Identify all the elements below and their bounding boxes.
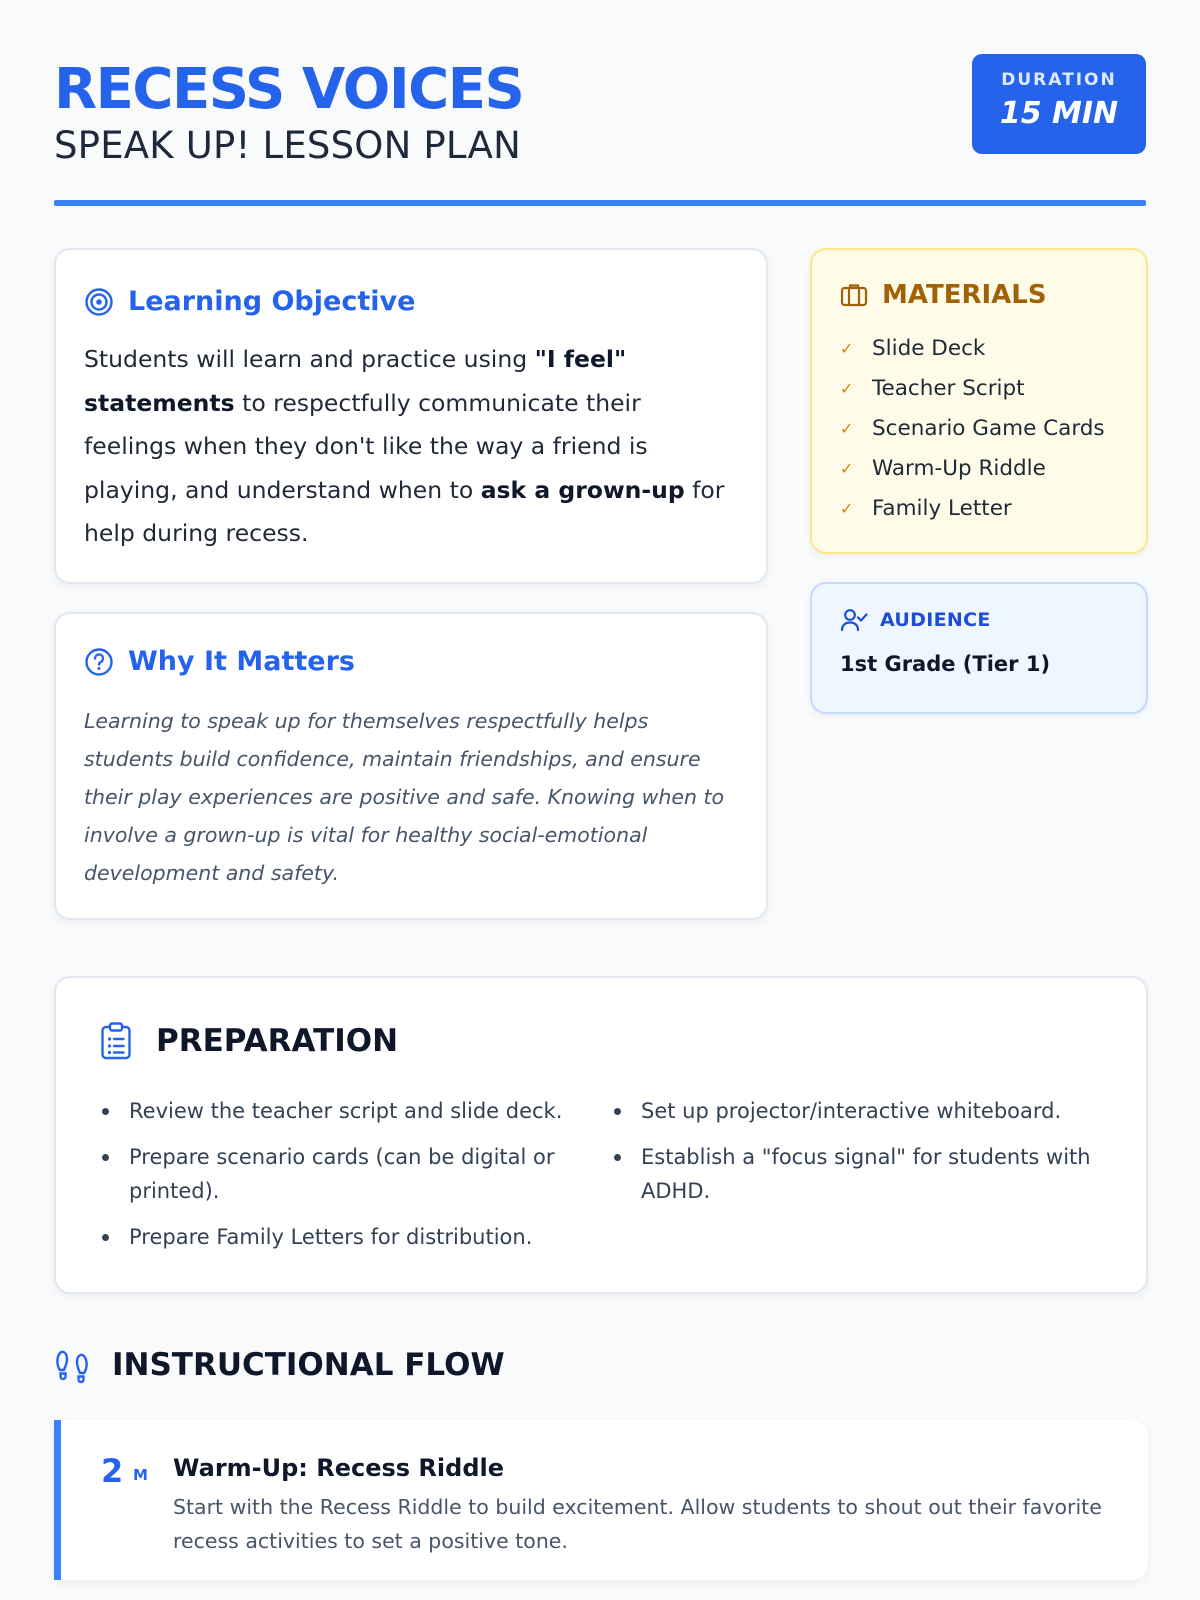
preparation-header — [100, 1022, 398, 1060]
list-item — [840, 448, 1105, 488]
page-subtitle: SPEAK UP! LESSON PLAN — [54, 124, 521, 167]
preparation-columns — [100, 1094, 1116, 1266]
page-title: RECESS VOICES — [54, 57, 524, 122]
objective-text-part: for help during recess. — [84, 475, 725, 547]
user-check-icon — [840, 608, 868, 632]
list-item: Prepare scenario cards (can be digital or printed). — [100, 1140, 612, 1208]
objective-emphasis-grown-up: ask a grown-up — [480, 475, 685, 504]
materials-header — [840, 280, 1047, 310]
clipboard-list-icon — [100, 1022, 132, 1060]
material-label: Teacher Script — [872, 375, 1025, 401]
briefcase-icon — [840, 282, 868, 308]
step-description: Start with the Recess Riddle to build excitement. Allow students to shout out their favorite recess activities to set a positive tone. — [173, 1495, 1102, 1553]
learning-objective-card — [54, 248, 768, 584]
objective-emphasis-i-feel: "I feel" statements — [84, 345, 627, 417]
why-it-matters-title: Why It Matters — [128, 646, 355, 677]
check-icon: ✓ — [840, 458, 854, 478]
materials-list — [840, 328, 1105, 528]
learning-objective-header — [84, 286, 415, 317]
duration-value: 15 MIN — [999, 96, 1119, 131]
question-circle-icon — [84, 647, 114, 677]
list-item — [840, 328, 1105, 368]
materials-title: MATERIALS — [882, 280, 1047, 310]
header — [54, 0, 1146, 210]
audience-title: AUDIENCE — [880, 609, 991, 631]
footprints-icon — [54, 1346, 90, 1384]
instructional-flow-header — [54, 1346, 505, 1384]
check-icon: ✓ — [840, 378, 854, 398]
duration-label: DURATION — [1001, 70, 1117, 90]
learning-objective-title: Learning Objective — [128, 286, 416, 317]
list-item: Review the teacher script and slide deck. — [100, 1094, 612, 1128]
material-label: Family Letter — [872, 495, 1012, 521]
target-icon — [84, 287, 114, 317]
instructional-flow-title: INSTRUCTIONAL FLOW — [112, 1347, 505, 1383]
step-title: Warm-Up: Recess Riddle — [173, 1454, 504, 1482]
list-item: Establish a "focus signal" for students with ADHD. — [612, 1140, 1102, 1208]
preparation-title: PREPARATION — [156, 1023, 399, 1059]
duration-badge — [972, 54, 1146, 154]
preparation-list-left — [100, 1094, 612, 1266]
material-label: Scenario Game Cards — [872, 415, 1105, 441]
audience-card — [810, 582, 1148, 714]
check-icon: ✓ — [840, 338, 854, 358]
list-item: Prepare Family Letters for distribution. — [100, 1220, 612, 1254]
check-icon: ✓ — [840, 418, 854, 438]
preparation-card — [54, 976, 1148, 1294]
why-it-matters-card — [54, 612, 768, 920]
why-it-matters-header — [84, 646, 355, 677]
material-label: Slide Deck — [872, 335, 986, 361]
step-minutes-unit: M — [133, 1466, 148, 1484]
learning-objective-text — [84, 338, 738, 556]
audience-value: 1st Grade (Tier 1) — [840, 652, 1051, 676]
header-divider — [54, 200, 1146, 206]
flow-step-warm-up — [54, 1420, 1148, 1580]
objective-text-part: Students will learn and practice using — [84, 345, 535, 373]
audience-header — [840, 608, 991, 632]
materials-card — [810, 248, 1148, 554]
step-minutes: 2 — [101, 1452, 124, 1490]
list-item: Set up projector/interactive whiteboard. — [612, 1094, 1102, 1128]
why-it-matters-text: Learning to speak up for themselves respectfully helps students build confidence, maintain friendships, and ensure their play experiences are positive and safe. Knowing when to involve a grown-up is vital for healthy social-emotional development and safety. — [84, 709, 725, 885]
list-item — [840, 488, 1105, 528]
list-item — [840, 368, 1105, 408]
preparation-list-right — [612, 1094, 1102, 1266]
list-item — [840, 408, 1105, 448]
material-label: Warm-Up Riddle — [872, 455, 1046, 481]
check-icon: ✓ — [840, 498, 854, 518]
objective-text-part: to respectfully communicate their feelings when they don't like the way a friend is playing, and understand when to — [84, 388, 648, 504]
